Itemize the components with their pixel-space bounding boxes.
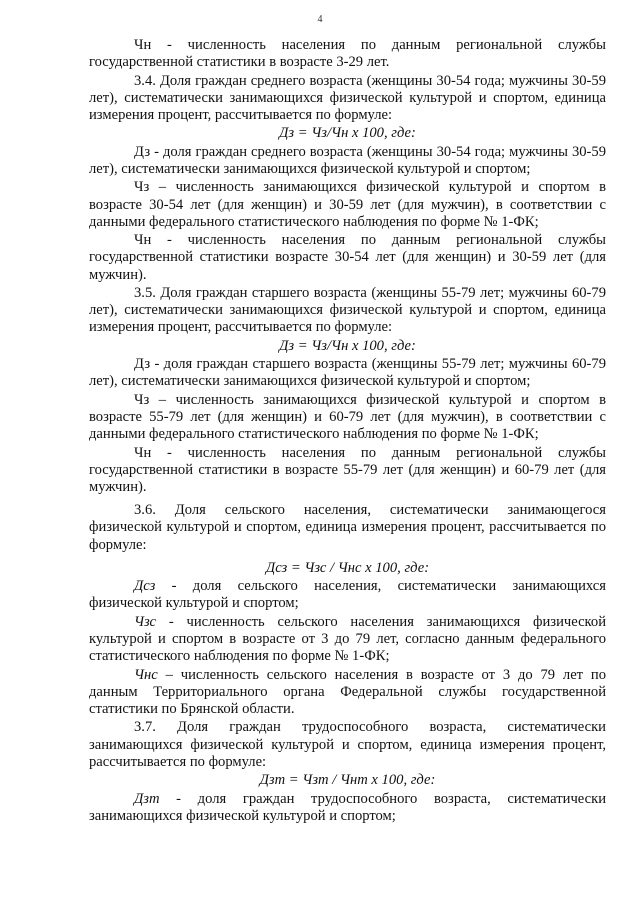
term: Дз [134,356,151,373]
paragraph [89,392,606,444]
formula [89,338,606,355]
paragraph [89,37,606,71]
term: Дз [134,143,151,160]
formula-expression: Дзт = Чзт / Чнт х 100, [259,772,408,789]
term: Дзт [134,790,160,807]
definition-text: - численность населения по данным региональной службы государственной статистики в возрасте 3-29 лет. [89,37,606,71]
definition-text: – численность сельского населения в возрасте от 3 до 79 лет по данным Территориального органа Федеральной службы государственной статистики по Брянской области. [89,666,606,717]
section-text: 3.6. Доля сельского населения, систематически занимающегося физической культурой и спортом, единица измерения процент, рассчитывается по формуле: [89,502,606,553]
term: Дсз [134,578,156,595]
definition-text: – численность занимающихся физической культурой и спортом в возрасте 55-79 лет (для женщин) и 60-79 лет (для мужчин), в соответствии с данными федерального статистического наблюдения по форме № 1-ФК; [89,391,606,443]
term: Чн [134,37,152,53]
definition-text: - доля граждан трудоспособного возраста, систематически занимающихся физической культурой и спортом; [89,790,606,824]
formula-expression: Дз = Чз/Чн х 100, [279,125,388,142]
definition-text: - доля сельского населения, систематически занимающихся физической культурой и спортом; [89,578,606,612]
paragraph [89,445,606,497]
formula-expression: Дз = Чз/Чн х 100, [279,337,388,354]
section-3-5 [89,285,606,337]
paragraph [89,667,606,719]
term: Чн [134,444,152,461]
section-3-4 [89,73,606,125]
paragraph [89,356,606,390]
term: Чн [134,232,152,249]
term: Чз [134,391,150,408]
definition-text: - численность населения по данным региональной службы государственной статистики в возрасте 55-79 лет (для женщин) и 60-79 лет (для мужчин). [89,444,606,495]
paragraph [89,614,606,666]
definition-text: – численность занимающихся физической культурой и спортом в возрасте 30-54 лет (для женщин) и 30-59 лет (для мужчин), в соответствии с данными федерального статистического наблюдения по форме № 1-ФК; [89,179,606,230]
definition-text: - численность населения по данным региональной службы государственной статистики возрасте 30-54 лет (для женщин) и 30-59 лет (для мужчин). [89,232,606,283]
section-text: 3.7. Доля граждан трудоспособного возраста, систематически занимающихся физической культурой и спортом, единица измерения процент, рассчитывается по формуле: [89,719,606,770]
formula-tail: где: [387,337,416,354]
document-body [89,37,606,826]
paragraph [89,232,606,284]
section-text: 3.5. Доля граждан старшего возраста (женщины 55-79 лет; мужчины 60-79 лет), систематически занимающихся физической культурой и спортом, единица измерения процент, рассчитывается по формуле: [89,284,606,336]
term: Чз [134,179,150,196]
formula [89,560,606,577]
paragraph [89,578,606,612]
formula-tail: где: [400,559,430,576]
paragraph [89,791,606,825]
paragraph [89,179,606,231]
definition-text: - численность сельского населения занимающихся физической культурой и спортом в возрасте от 3 до 79 лет, согласно данным федерального статистического наблюдения по форме № 1-ФК; [89,613,606,665]
section-3-6 [89,502,606,554]
definition-text: - доля граждан старшего возраста (женщины 55-79 лет; мужчины 60-79 лет), систематически занимающихся физической культурой и спортом; [89,356,606,390]
paragraph [89,144,606,178]
formula [89,772,606,789]
term: Чзс [134,613,157,630]
formula-tail: где: [407,772,436,789]
formula-tail: где: [387,125,416,142]
section-3-7 [89,719,606,771]
term: Чнс [134,666,158,683]
definition-text: - доля граждан среднего возраста (женщины 30-54 года; мужчины 30-59 лет), систематически занимающихся физической культурой и спортом; [89,143,606,177]
section-text: 3.4. Доля граждан среднего возраста (женщины 30-54 года; мужчины 30-59 лет), систематически занимающихся физической культурой и спортом, единица измерения процент, рассчитывается по формуле: [89,72,606,123]
formula [89,125,606,142]
formula-expression: Дсз = Чзс / Чнс х 100, [265,559,401,576]
page-number: 4 [317,14,323,25]
